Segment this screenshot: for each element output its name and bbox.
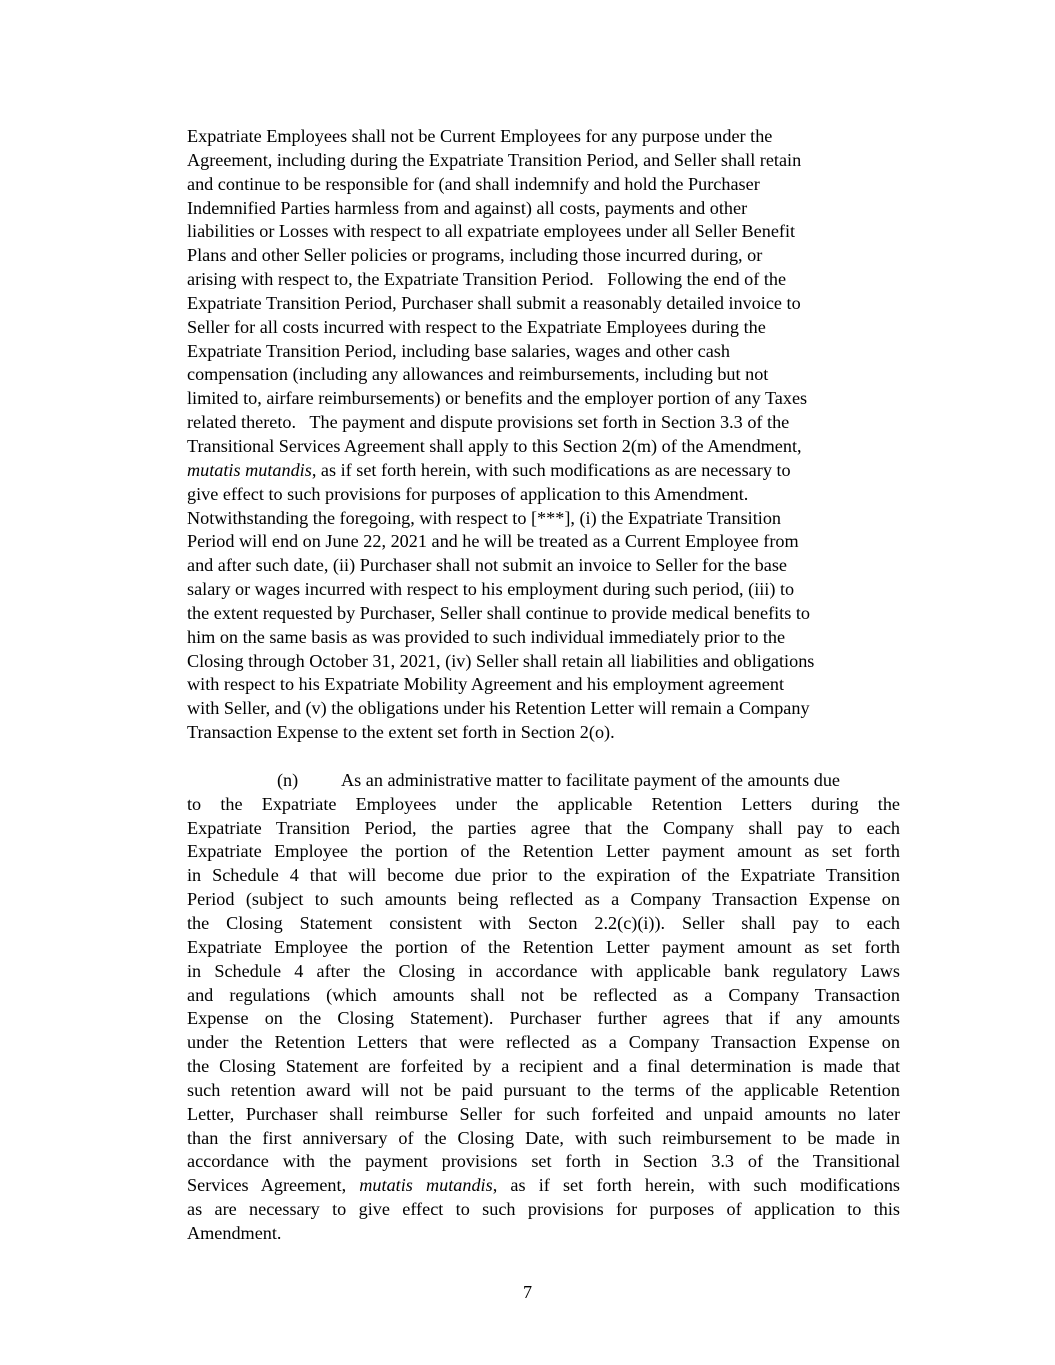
text-line: compensation (including any allowances and reimbursements, including but not [187, 364, 769, 385]
text-line: and regulations (which amounts shall not be reflected as a Company Transaction [187, 984, 900, 1005]
text-line: Amendment. [187, 1222, 282, 1243]
text-line: Letter, Purchaser shall reimburse Seller for such forfeited and unpaid amounts no later [187, 1103, 900, 1124]
text-line: salary or wages incurred with respect to his employment during such period, (iii) to [187, 579, 795, 600]
text-line: with respect to his Expatriate Mobility Agreement and his employment agreement [187, 674, 784, 695]
text-line: him on the same basis as was provided to such individual immediately prior to the [187, 626, 786, 647]
text-fragment: , as if set forth herein, with such modifications [492, 1175, 901, 1196]
paragraph-m-continued [187, 125, 900, 745]
text-line: give effect to such provisions for purposes of application to this Amendment. [187, 483, 749, 504]
paragraph-n [187, 769, 900, 1246]
text-line: the Closing Statement consistent with Secton 2.2(c)(i)). Seller shall pay to each [187, 913, 900, 933]
text-line: Notwithstanding the foregoing, with respect to [***], (i) the Expatriate Transition [187, 507, 782, 528]
text-line: Closing through October 31, 2021, (iv) Seller shall retain all liabilities and obligations [187, 650, 815, 671]
text-line: the extent requested by Purchaser, Seller shall continue to provide medical benefits to [187, 602, 811, 623]
page-number: 7 [522, 1282, 533, 1302]
text-line [187, 459, 900, 483]
text-line: in Schedule 4 after the Closing in accordance with applicable bank regulatory Laws [187, 960, 900, 981]
text-line: such retention award will not be paid pursuant to the terms of the applicable Retention [187, 1079, 900, 1100]
text-line: Expense on the Closing Statement). Purchaser further agrees that if any amounts [187, 1008, 900, 1029]
text-line: Plans and other Seller policies or programs, including those incurred during, or [187, 245, 763, 266]
text-line: related thereto. The payment and dispute provisions set forth in Section 3.3 of the [187, 412, 790, 433]
text-line: Expatriate Transition Period, the parties agree that the Company shall pay to each [187, 817, 900, 838]
text-line: Expatriate Employee the portion of the Retention Letter payment amount as set forth [187, 936, 900, 957]
text-line: and continue to be responsible for (and shall indemnify and hold the Purchaser [187, 173, 760, 194]
text-fragment: , as if set forth herein, with such modifications as are necessary to [311, 459, 791, 480]
text-line: Transitional Services Agreement shall apply to this Section 2(m) of the Amendment, [187, 435, 802, 456]
text-line [187, 769, 900, 793]
text-line: Expatriate Employee the portion of the Retention Letter payment amount as set forth [187, 841, 900, 862]
text-line: to the Expatriate Employees under the applicable Retention Letters during the [187, 793, 900, 814]
text-line: under the Retention Letters that were reflected as a Company Transaction Expense on [187, 1032, 900, 1053]
text-line: Expatriate Employees shall not be Current Employees for any purpose under the [187, 126, 773, 146]
body-text [187, 125, 900, 1246]
text-line: the Closing Statement are forfeited by a recipient and a final determination is made that [187, 1056, 900, 1077]
text-line: limited to, airfare reimbursements) or benefits and the employer portion of any Taxes [187, 388, 808, 409]
text-line: Seller for all costs incurred with respect to the Expatriate Employees during the [187, 316, 766, 337]
text-line: accordance with the payment provisions set forth in Section 3.3 of the Transitional [187, 1151, 900, 1172]
text-line: Indemnified Parties harmless from and against) all costs, payments and other [187, 197, 748, 218]
text-line: in Schedule 4 that will become due prior to the expiration of the Expatriate Transition [187, 865, 900, 886]
italic-term: mutatis mutandis [187, 459, 312, 480]
text-line: Agreement, including during the Expatriate Transition Period, and Seller shall retain [187, 149, 802, 170]
text-line: as are necessary to give effect to such provisions for purposes of application to this [187, 1199, 900, 1220]
text-line: Transaction Expense to the extent set forth in Section 2(o). [187, 722, 615, 743]
italic-term: mutatis mutandis [359, 1175, 493, 1196]
text-line: and after such date, (ii) Purchaser shall not submit an invoice to Seller for the base [187, 555, 788, 576]
text-line: with Seller, and (v) the obligations under his Retention Letter will remain a Company [187, 698, 810, 719]
text-line: Period (subject to such amounts being reflected as a Company Transaction Expense on [187, 889, 900, 910]
text-line: liabilities or Losses with respect to all expatriate employees under all Seller Benefit [187, 221, 796, 242]
text-line: Period will end on June 22, 2021 and he will be treated as a Current Employee from [187, 531, 799, 552]
text-fragment: As an administrative matter to facilitate payment of the amounts due [341, 769, 840, 790]
text-line: than the first anniversary of the Closing Date, with such reimbursement to be made in [187, 1127, 900, 1148]
paragraph-label: (n) [277, 769, 299, 790]
text-line: arising with respect to, the Expatriate Transition Period. Following the end of the [187, 269, 787, 290]
text-line [187, 1174, 900, 1198]
text-line: Expatriate Transition Period, Purchaser shall submit a reasonably detailed invoice to [187, 292, 801, 313]
text-fragment: Services Agreement, [187, 1175, 360, 1196]
text-line: Expatriate Transition Period, including base salaries, wages and other cash [187, 340, 730, 361]
